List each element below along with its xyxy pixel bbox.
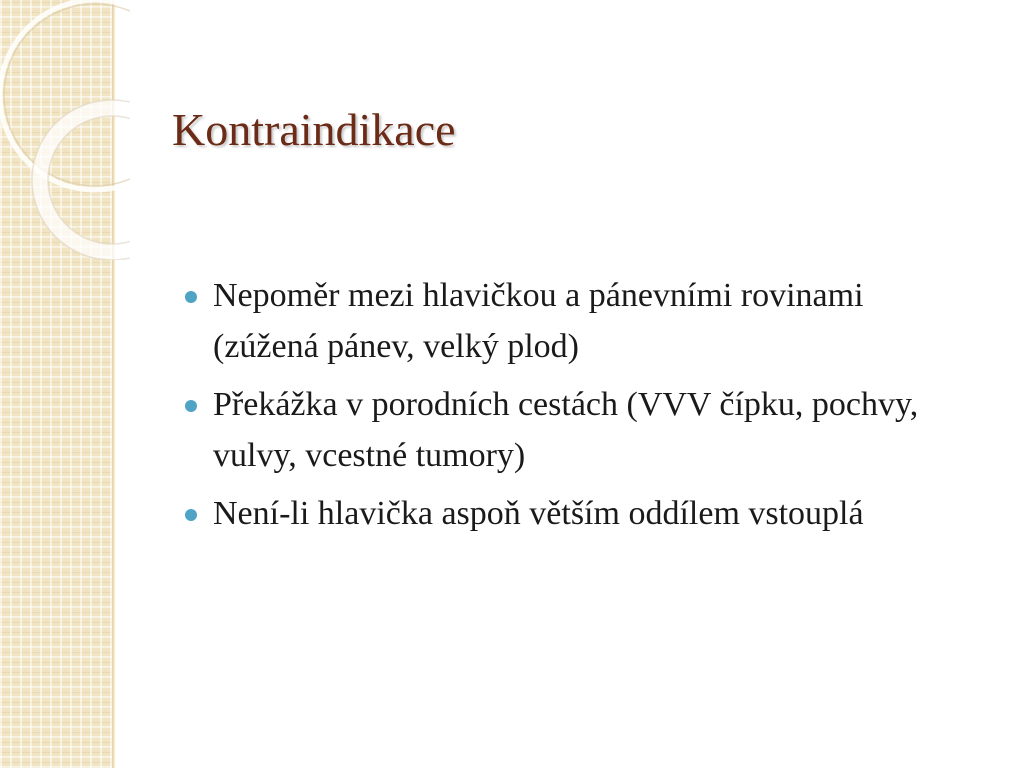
bullet-item <box>183 488 953 539</box>
slide-title: Kontraindikace <box>172 104 456 155</box>
bullet-dot-icon <box>185 291 197 303</box>
bullet-item <box>183 270 953 372</box>
bullet-text: Překážka v porodních cestách (VVV čípku, pochvy, vulvy, vcestné tumory) <box>213 386 919 474</box>
decorative-rings-icon <box>0 0 130 260</box>
bullet-dot-icon <box>185 509 197 521</box>
bullet-text: Nepoměr mezi hlavičkou a pánevními rovinami (zúžená pánev, velký plod) <box>213 277 864 365</box>
bullet-text: Není-li hlavička aspoň větším oddílem vstouplá <box>213 495 864 532</box>
bullet-item <box>183 379 953 481</box>
bullet-dot-icon <box>185 400 197 412</box>
bullet-list <box>183 270 953 546</box>
